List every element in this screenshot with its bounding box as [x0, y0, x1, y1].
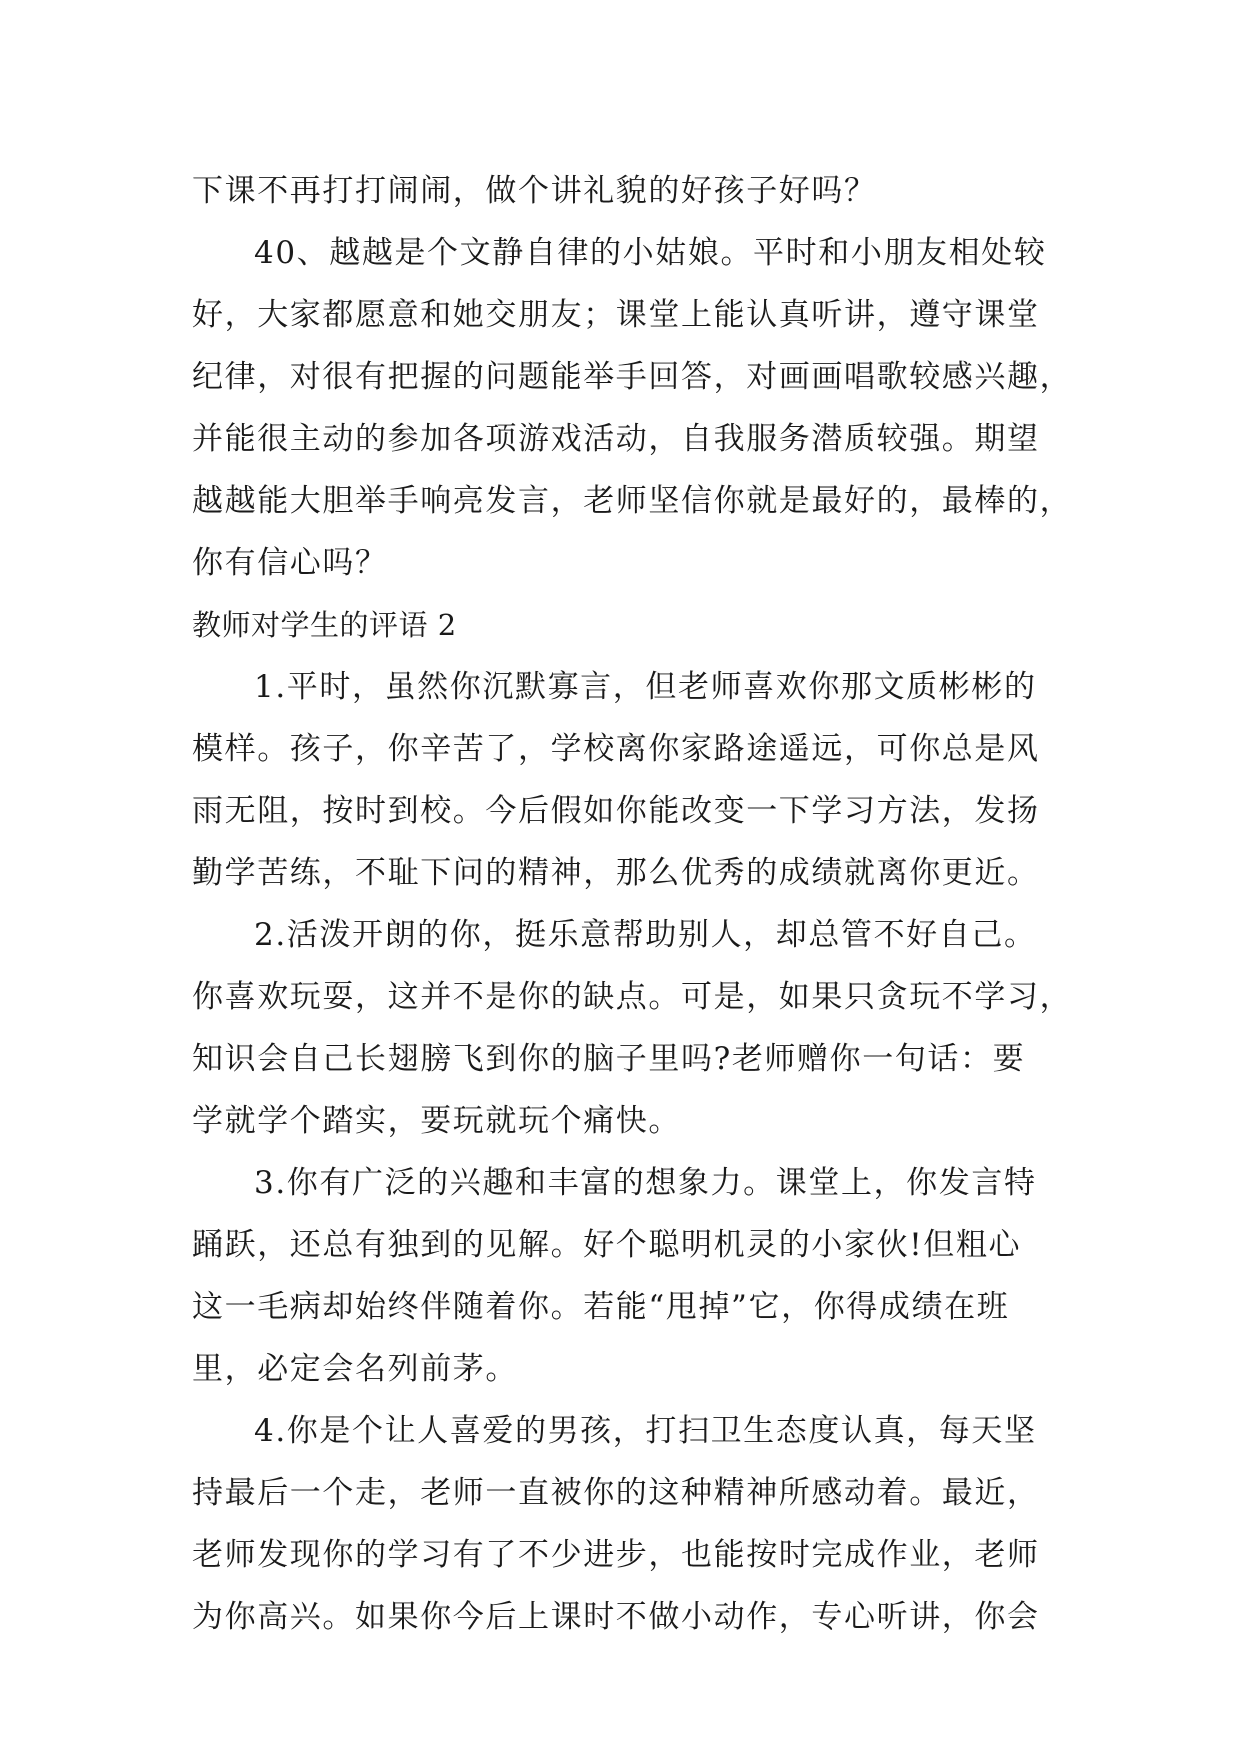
paragraph-start-line: 40、越越是个文静自律的小姑娘。平时和小朋友相处较 — [254, 235, 1047, 271]
text-line: 越越能大胆举手响亮发言，老师坚信你就是最好的，最棒的， — [192, 483, 1073, 519]
document-page — [192, 160, 1073, 1648]
paragraph-start-line: 4.你是个让人喜爱的男孩，打扫卫生态度认真，每天坚 — [254, 1413, 1037, 1449]
text-line: 你喜欢玩耍，这并不是你的缺点。可是，如果只贪玩不学习， — [192, 979, 1073, 1015]
text-line: 模样。孩子，你辛苦了，学校离你家路途遥远，可你总是风 — [192, 731, 1040, 767]
text-line: 学就学个踏实，要玩就玩个痛快。 — [192, 1103, 681, 1139]
text-line: 为你高兴。如果你今后上课时不做小动作，专心听讲，你会 — [192, 1599, 1040, 1635]
text-line: 雨无阻，按时到校。今后假如你能改变一下学习方法，发扬 — [192, 793, 1040, 829]
paragraph-start-line: 3.你有广泛的兴趣和丰富的想象力。课堂上，你发言特 — [254, 1165, 1037, 1201]
text-line: 里，必定会名列前茅。 — [192, 1351, 518, 1387]
text-line: 持最后一个走，老师一直被你的这种精神所感动着。最近， — [192, 1475, 1040, 1511]
section-heading: 教师对学生的评语 2 — [192, 608, 457, 642]
text-line: 好，大家都愿意和她交朋友；课堂上能认真听讲，遵守课堂 — [192, 297, 1040, 333]
text-line: 下课不再打打闹闹，做个讲礼貌的好孩子好吗？ — [192, 173, 877, 209]
text-line: 知识会自己长翅膀飞到你的脑子里吗?老师赠你一句话：要 — [192, 1041, 1026, 1077]
text-line: 并能很主动的参加各项游戏活动，自我服务潜质较强。期望 — [192, 421, 1040, 457]
paragraph-start-line: 1.平时，虽然你沉默寡言，但老师喜欢你那文质彬彬的 — [254, 669, 1037, 705]
text-line: 踊跃，还总有独到的见解。好个聪明机灵的小家伙!但粗心 — [192, 1227, 1022, 1263]
paragraph-start-line: 2.活泼开朗的你，挺乐意帮助别人，却总管不好自己。 — [254, 917, 1037, 953]
text-line: 老师发现你的学习有了不少进步，也能按时完成作业，老师 — [192, 1537, 1040, 1573]
text-line: 你有信心吗？ — [192, 545, 388, 581]
text-line: 纪律，对很有把握的问题能举手回答，对画画唱歌较感兴趣， — [192, 359, 1073, 395]
text-line: 这一毛病却始终伴随着你。若能“甩掉”它，你得成绩在班 — [192, 1289, 1010, 1325]
text-line: 勤学苦练，不耻下问的精神，那么优秀的成绩就离你更近。 — [192, 855, 1040, 891]
